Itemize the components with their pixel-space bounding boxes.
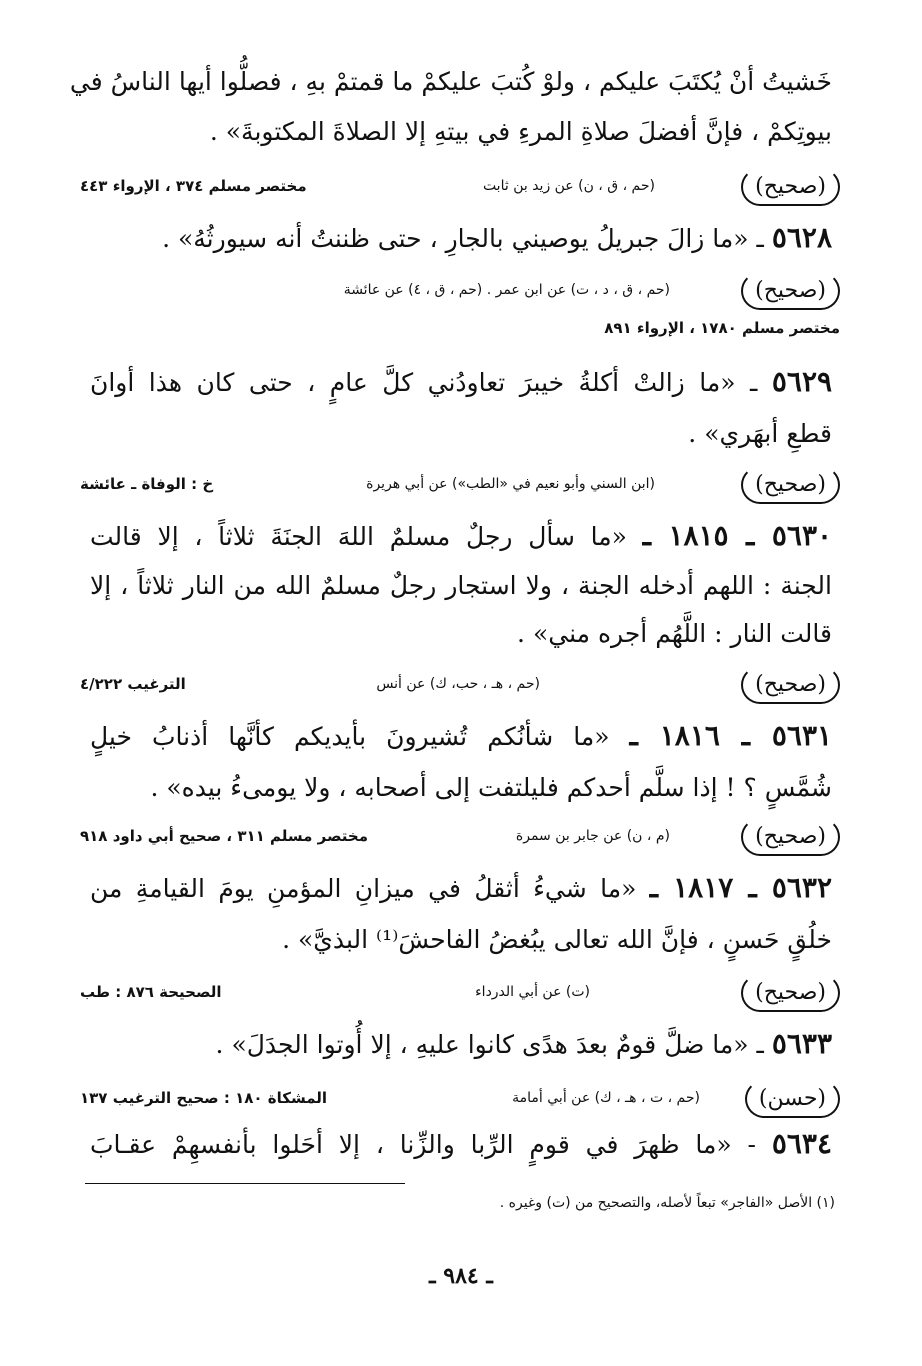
hadith-line <box>90 516 832 557</box>
hadith-source-row <box>80 818 840 854</box>
sources-text: (حم ، هـ ، حب، ك) عن أنس <box>376 676 540 692</box>
grade-badge: (صحيح) <box>741 818 840 856</box>
hadith-line <box>90 868 832 909</box>
hadith-text: «ما شيءُ أثقلُ في ميزانِ المؤمنِ يومَ القيامةِ من <box>90 874 637 903</box>
references-text: الصحيحة ٨٧٦ : طب <box>80 983 222 1001</box>
footnote: (١) الأصل «الفاجر» تبعاً لأصله، والتصحيح من (ت) وغيره . <box>499 1195 835 1211</box>
hadith-line: ٥٦٢٩ ـ «ما زالتْ أكلةُ خيبرَ تعاودُني كلَّ عامٍ ، حتى كان هذا أوانَ <box>90 365 833 398</box>
hadith-source-row <box>80 272 840 308</box>
page-number: ـ ٩٨٤ ـ <box>429 1263 493 1289</box>
hadith-line: ٥٦٣٤ - «ما ظهرَ في قومٍ الرِّبا والزِّنا ، إلا أحَلوا بأنفسهِمْ عقـابَ <box>90 1127 832 1160</box>
hadith-line <box>90 716 832 757</box>
grade-badge: (حسن) <box>745 1080 840 1118</box>
hadith-number: ٥٦٢٨ <box>771 221 832 254</box>
hadith-number: ٥٦٣٣ <box>771 1027 832 1060</box>
hadith-line: ٥٦٣٣ ـ «ما ضلَّ قومٌ بعدَ هدًى كانوا عليهِ ، إلا أُوتوا الجدَلَ» . <box>215 1027 832 1060</box>
hadith-line: خلُقٍ حَسنٍ ، فإنَّ الله تعالى يبُغضُ الفاحشَ⁽¹⁾ البذيَّ» . <box>282 925 832 954</box>
sources-text: (حم ، ق ، ن) عن زيد بن ثابت <box>482 178 655 194</box>
hadith-source-row <box>80 666 840 702</box>
hadith-number: ٥٦٣٠ ـ ١٨١٥ ـ <box>642 519 833 552</box>
sources-text: (م ، ن) عن جابر بن سمرة <box>515 828 670 844</box>
hadith-number: ٥٦٣١ ـ ١٨١٦ ـ <box>629 719 833 752</box>
hadith-text: «ما ظهرَ في قومٍ الرِّبا والزِّنا ، إلا أحَلوا بأنفسهِمْ عقـابَ <box>90 1130 732 1159</box>
hadith-number: ٥٦٢٩ <box>771 365 833 398</box>
sources-text: (ت) عن أبي الدرداء <box>475 984 590 1000</box>
text-line: بيوتِكمْ ، فإنَّ أفضلَ صلاةِ المرءِ في بيتهِ إلا الصلاةَ المكتوبةَ» . <box>209 117 832 146</box>
hadith-number: ٥٦٣٤ <box>771 1127 832 1160</box>
references-text: الترغيب ٤/٢٢٢ <box>80 675 186 693</box>
hadith-text: «ما سأل رجلٌ مسلمٌ اللهَ الجنَةَ ثلاثاً ، إلا قالت <box>90 522 627 551</box>
hadith-number: ٥٦٣٢ ـ ١٨١٧ ـ <box>649 871 832 904</box>
hadith-line: قطعِ أبهَري» . <box>688 419 832 448</box>
hadith-text: «ما ضلَّ قومٌ بعدَ هدًى كانوا عليهِ ، إلا أُوتوا الجدَلَ» . <box>215 1030 749 1059</box>
hadith-line: الجنة : اللهم أدخله الجنة ، ولا استجار رجلٌ مسلمٌ الله من النار ثلاثاً ، إلا <box>90 571 832 600</box>
grade-badge: (صحيح) <box>741 168 840 206</box>
hadith-line: قالت النار : اللَّهُم أجره مني» . <box>517 619 832 648</box>
footnote-divider <box>85 1183 405 1184</box>
references-row <box>80 312 840 348</box>
references-text: مختصر مسلم ٣٧٤ ، الإرواء ٤٤٣ <box>80 177 307 195</box>
hadith-source-row <box>80 974 840 1010</box>
references-text: مختصر مسلم ١٧٨٠ ، الإرواء ٨٩١ <box>604 319 840 337</box>
references-text: مختصر مسلم ٣١١ ، صحيح أبي داود ٩١٨ <box>80 827 369 845</box>
hadith-text: «ما زالَ جبريلُ يوصيني بالجارِ ، حتى ظننتُ أنه سيورثُهُ» . <box>162 224 749 253</box>
hadith-source-row <box>80 466 840 502</box>
references-text: المشكاة ١٨٠ : صحيح الترغيب ١٣٧ <box>80 1089 328 1107</box>
hadith-line: ٥٦٢٨ ـ «ما زالَ جبريلُ يوصيني بالجارِ ، حتى ظننتُ أنه سيورثُهُ» . <box>162 221 832 254</box>
text-line: خَشيتُ أنْ يُكتَبَ عليكم ، ولوْ كُتبَ عليكمْ ما قمتمْ بهِ ، فصلُّوا أيها الناسُ في <box>69 67 832 96</box>
grade-badge: (صحيح) <box>741 272 840 310</box>
hadith-line: شُمَّسٍ ؟ ! إذا سلَّم أحدكم فليلتفت إلى أصحابه ، ولا يومىءُ بيده» . <box>150 773 832 802</box>
grade-badge: (صحيح) <box>741 974 840 1012</box>
grade-badge: (صحيح) <box>741 466 840 504</box>
sources-text: (حم ، ت ، هـ ، ك) عن أبي أمامة <box>512 1090 700 1106</box>
grade-badge: (صحيح) <box>741 666 840 704</box>
references-text: خ : الوفاة ـ عائشة <box>80 475 214 493</box>
hadith-text: «ما شأنُكم تُشيرونَ بأيديكم كأنَّها أذنابُ خيلٍ <box>90 722 610 751</box>
hadith-text: «ما زالتْ أكلةُ خيبرَ تعاودُني كلَّ عامٍ ، حتى كان هذا أوانَ <box>90 368 736 397</box>
hadith-source-row <box>80 1080 840 1116</box>
sources-text: (حم ، ق ، د ، ت) عن ابن عمر . (حم ، ق ، ٤) عن عائشة <box>343 282 670 298</box>
sources-text: (ابن السني وأبو نعيم في «الطب») عن أبي هريرة <box>366 476 655 492</box>
hadith-source-row <box>80 168 840 204</box>
